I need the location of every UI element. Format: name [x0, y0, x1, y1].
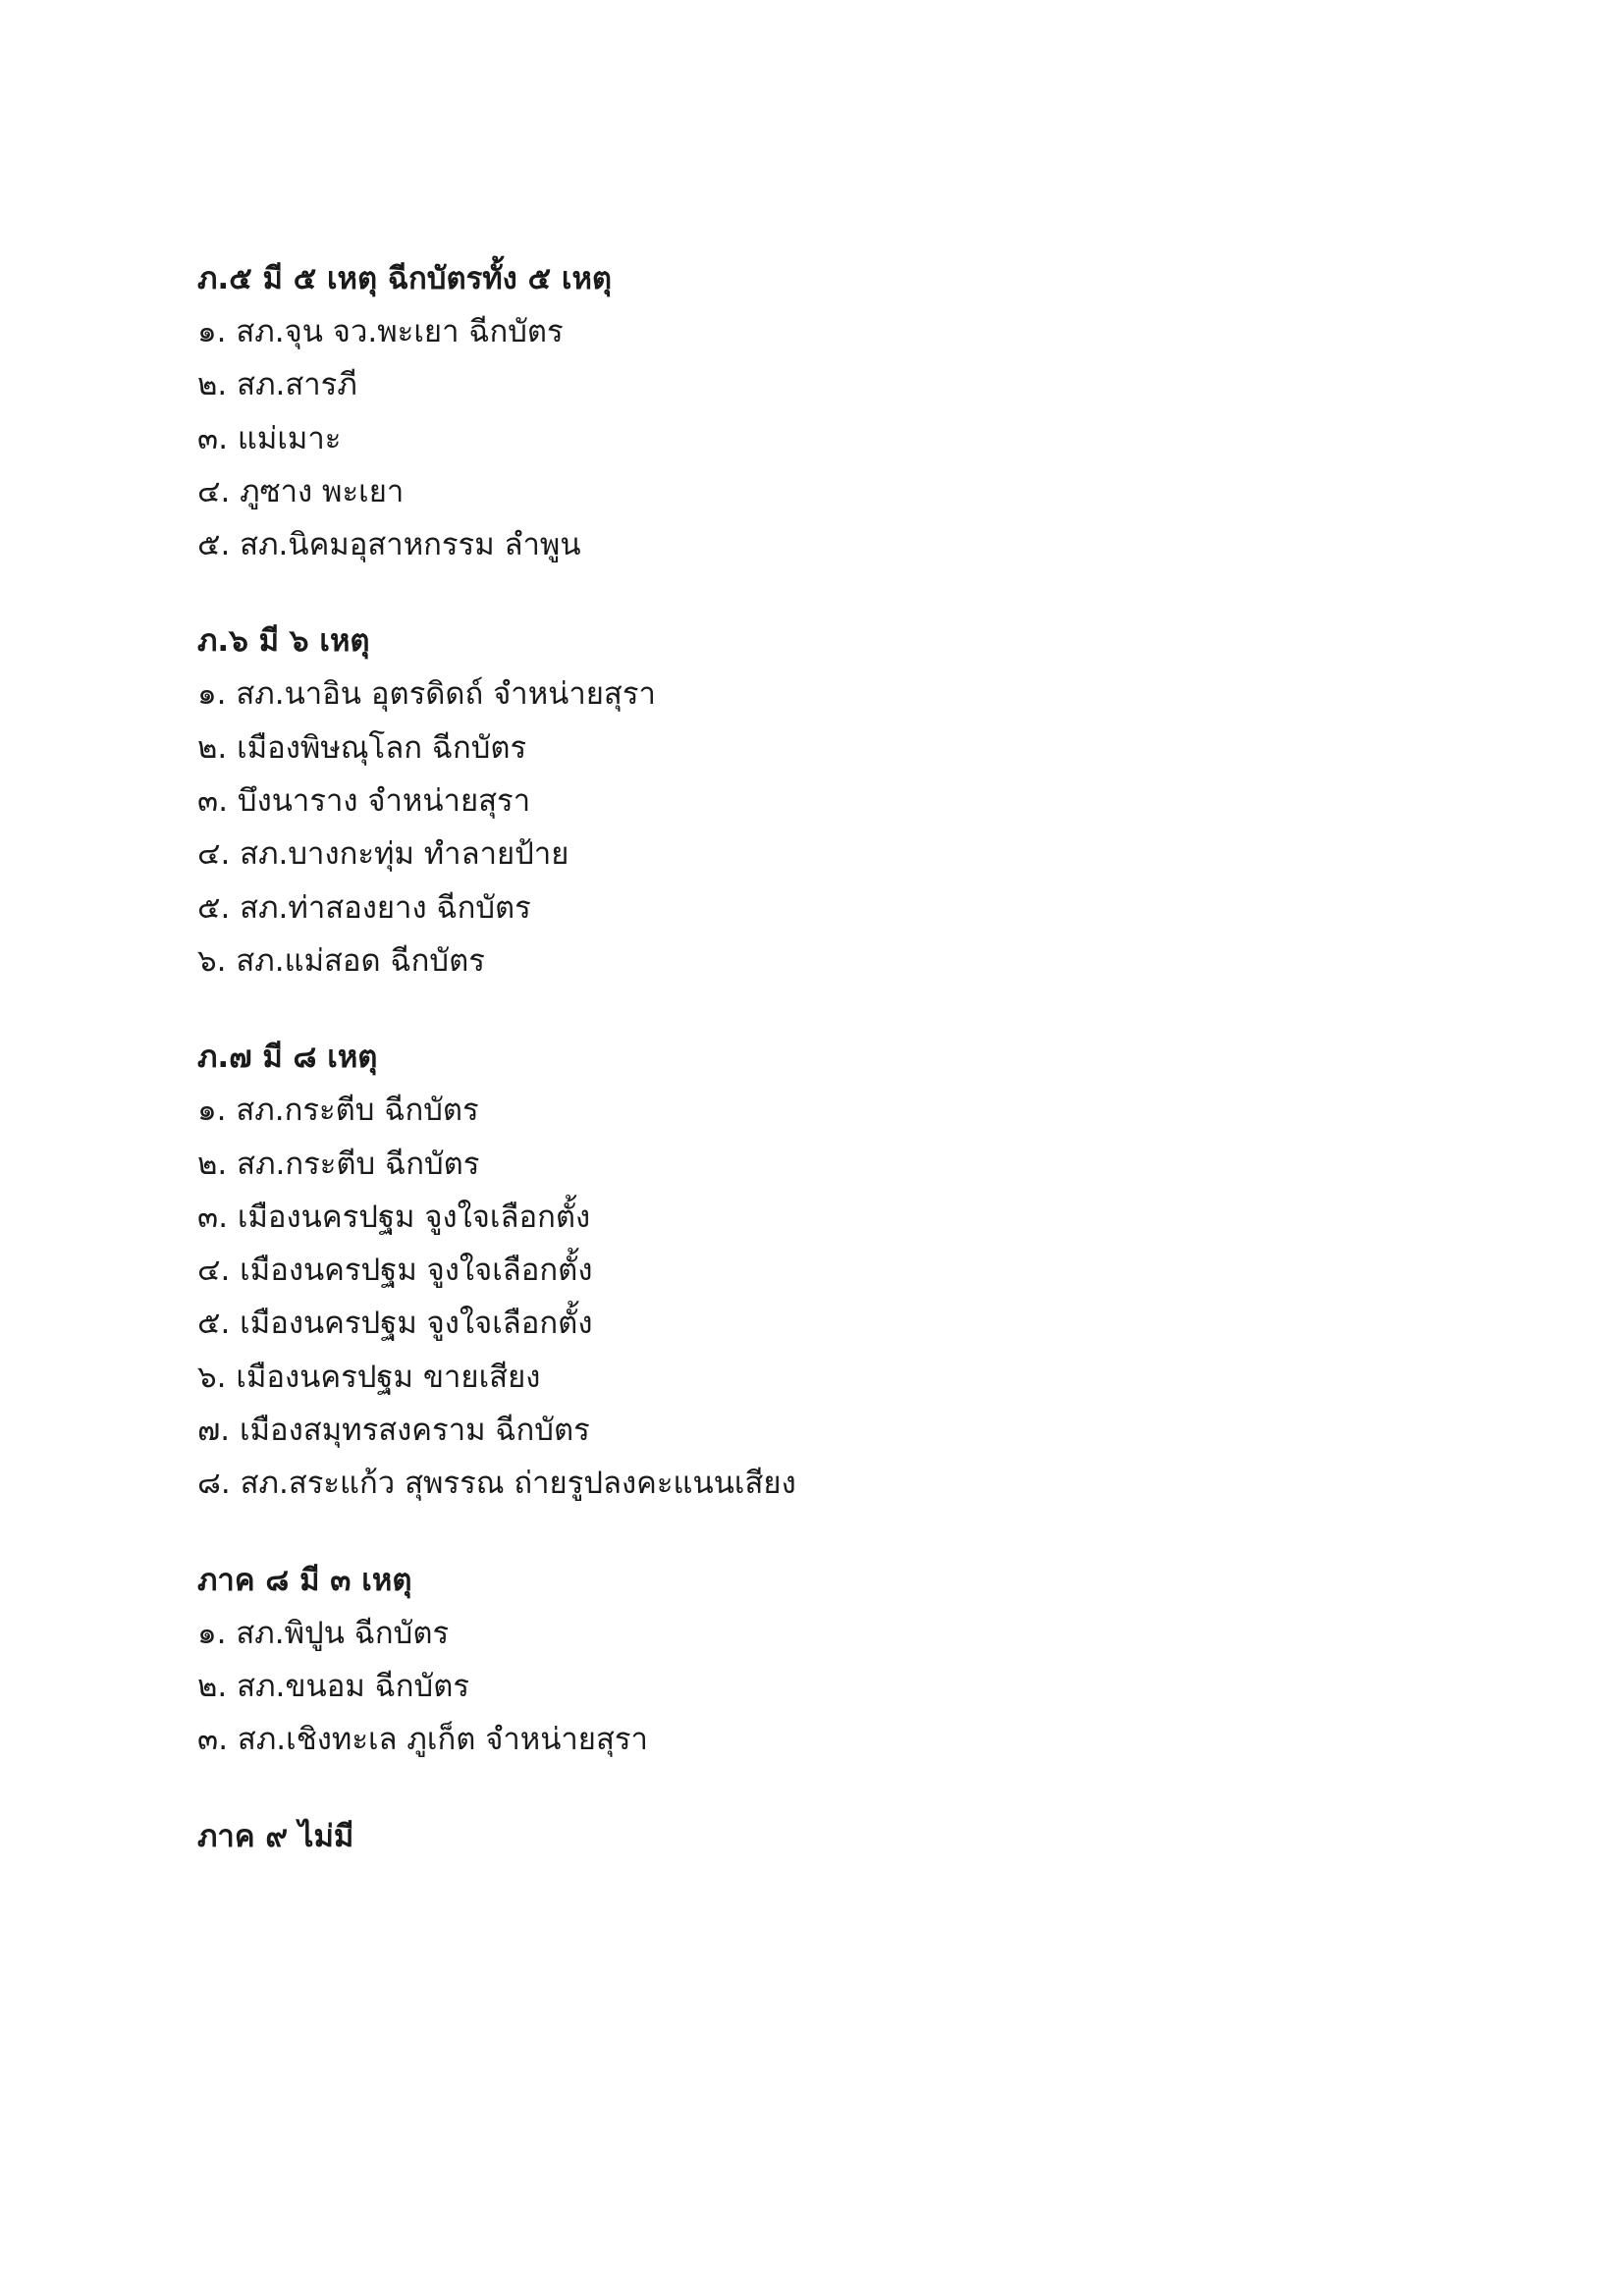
list-item: ๓. แม่เมาะ — [197, 420, 342, 456]
section-heading: ภ.๕ มี ๕ เหตุ ฉีกบัตรทั้ง ๕ เหตุ — [197, 261, 613, 296]
list-item: ๔. ภูซาง พะเยา — [197, 473, 405, 509]
list-item: ๓. สภ.เชิงทะเล ภูเก็ต จำหน่ายสุรา — [197, 1722, 648, 1758]
list-item: ๖. สภ.แม่สอด ฉีกบัตร — [197, 942, 485, 979]
list-item: ๔. สภ.บางกะทุ่ม ทำลายป้าย — [197, 836, 569, 873]
section-region-8 — [197, 1554, 1425, 1767]
list-item: ๑. สภ.จุน จว.พะเยา ฉีกบัตร — [197, 314, 564, 349]
list-item: ๕. สภ.นิคมอุสาหกรรม ลำพูน — [197, 527, 581, 563]
section-heading: ภาค ๙ ไม่มี — [197, 1818, 354, 1854]
section-region-5 — [197, 252, 1425, 571]
section-region-7 — [197, 1031, 1425, 1510]
incident-list — [197, 1607, 1425, 1767]
document-page — [197, 252, 1425, 1906]
section-heading: ภาค ๘ มี ๓ เหตุ — [197, 1562, 412, 1598]
incident-list — [197, 305, 1425, 571]
list-item: ๕. สภ.ท่าสองยาง ฉีกบัตร — [197, 889, 531, 926]
list-item: ๔. เมืองนครปฐม จูงใจเลือกตั้ง — [197, 1253, 593, 1289]
list-item: ๓. บึงนาราง จำหน่ายสุรา — [197, 783, 531, 820]
list-item: ๑. สภ.กระตีบ ฉีกบัตร — [197, 1093, 479, 1129]
incident-list — [197, 667, 1425, 988]
list-item: ๘. สภ.สระแก้ว สุพรรณ ถ่ายรูปลงคะแนนเสียง — [197, 1466, 796, 1502]
list-item: ๒. สภ.ขนอม ฉีกบัตร — [197, 1668, 469, 1704]
incident-list — [197, 1084, 1425, 1510]
list-item: ๑. สภ.พิปูน ฉีกบัตร — [197, 1615, 450, 1651]
section-heading: ภ.๗ มี ๘ เหตุ — [197, 1040, 378, 1076]
section-region-9 — [197, 1810, 1425, 1863]
list-item: ๖. เมืองนครปฐม ขายเสียง — [197, 1359, 541, 1395]
section-heading: ภ.๖ มี ๖ เหตุ — [197, 623, 370, 660]
list-item: ๑. สภ.นาอิน อุตรดิดถ์ จำหน่ายสุรา — [197, 676, 656, 713]
list-item: ๒. สภ.กระตีบ ฉีกบัตร — [197, 1146, 480, 1182]
list-item: ๗. เมืองสมุทรสงคราม ฉีกบัตร — [197, 1413, 590, 1449]
list-item: ๕. เมืองนครปฐม จูงใจเลือกตั้ง — [197, 1306, 593, 1342]
list-item: ๒. สภ.สารภี — [197, 367, 357, 403]
section-region-6 — [197, 614, 1425, 988]
list-item: ๒. เมืองพิษณุโลก ฉีกบัตร — [197, 729, 527, 766]
list-item: ๓. เมืองนครปฐม จูงใจเลือกตั้ง — [197, 1199, 591, 1235]
